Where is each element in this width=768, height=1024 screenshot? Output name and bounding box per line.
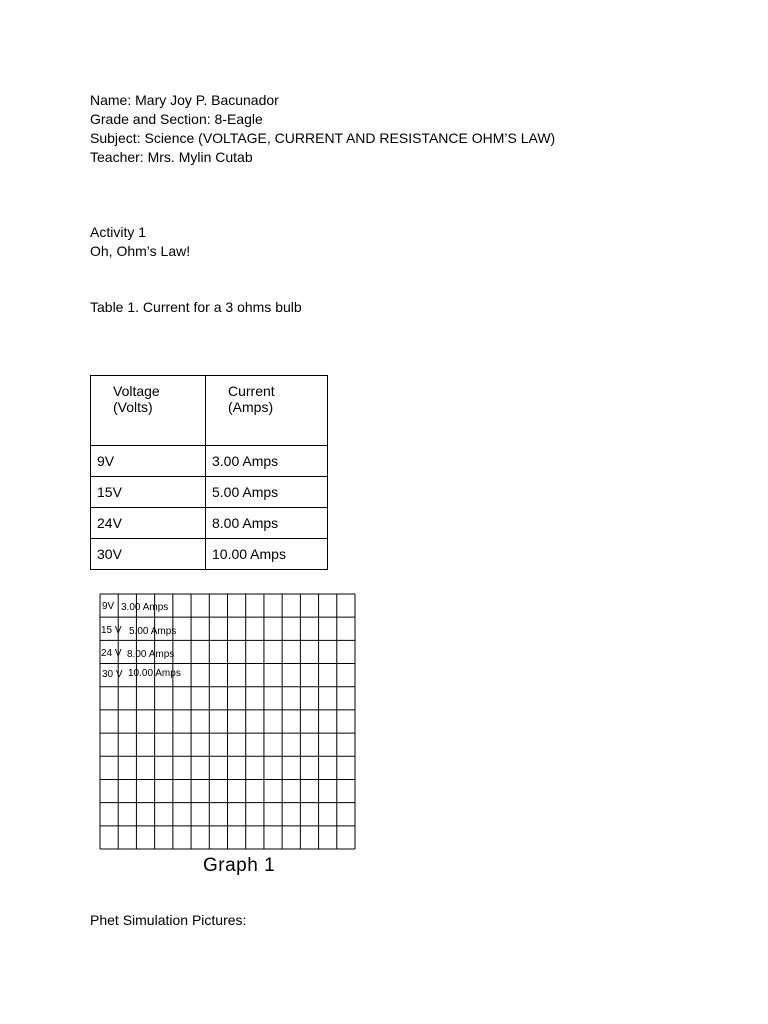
graph-voltage-label: 24 V (101, 648, 122, 659)
student-info (90, 91, 555, 167)
activity-number: Activity 1 (90, 224, 147, 240)
graph-voltage-label: 15 V (101, 625, 122, 636)
current-table (90, 375, 328, 570)
phet-heading: Phet Simulation Pictures: (90, 912, 247, 928)
current-cell: 10.00 Amps (206, 539, 328, 570)
grade-section: Grade and Section: 8-Eagle (90, 111, 263, 127)
table-row (91, 446, 328, 477)
current-cell: 8.00 Amps (206, 508, 328, 539)
graph-current-label: 3.00 Amps (121, 602, 169, 613)
table-row (91, 508, 328, 539)
voltage-cell: 24V (91, 508, 206, 539)
activity-heading (90, 223, 190, 261)
voltage-cell: 30V (91, 539, 206, 570)
graph-current-label: 8.00 Amps (127, 649, 175, 660)
table-header-row (91, 376, 328, 446)
voltage-header: Voltage (Volts) (91, 376, 206, 446)
graph-voltage-label: 9V (102, 601, 115, 612)
voltage-cell: 15V (91, 477, 206, 508)
graph-caption: Graph 1 (203, 855, 276, 876)
voltage-cell: 9V (91, 446, 206, 477)
current-header: Current (Amps) (206, 376, 328, 446)
current-cell: 5.00 Amps (206, 477, 328, 508)
subject: Subject: Science (VOLTAGE, CURRENT AND RESISTANCE OHM’S LAW) (90, 130, 556, 146)
table-row (91, 539, 328, 570)
activity-title: Oh, Ohm’s Law! (90, 243, 191, 259)
graph-current-label: 5.00 Amps (129, 626, 177, 637)
graph-grid (99, 593, 356, 850)
graph-current-label: 10.00 Amps (128, 668, 181, 679)
table-caption: Table 1. Current for a 3 ohms bulb (90, 299, 302, 315)
graph-voltage-label: 30 V (102, 669, 123, 680)
student-name: Name: Mary Joy P. Bacunador (90, 92, 279, 108)
teacher: Teacher: Mrs. Mylin Cutab (90, 149, 253, 165)
current-cell: 3.00 Amps (206, 446, 328, 477)
table-row (91, 477, 328, 508)
